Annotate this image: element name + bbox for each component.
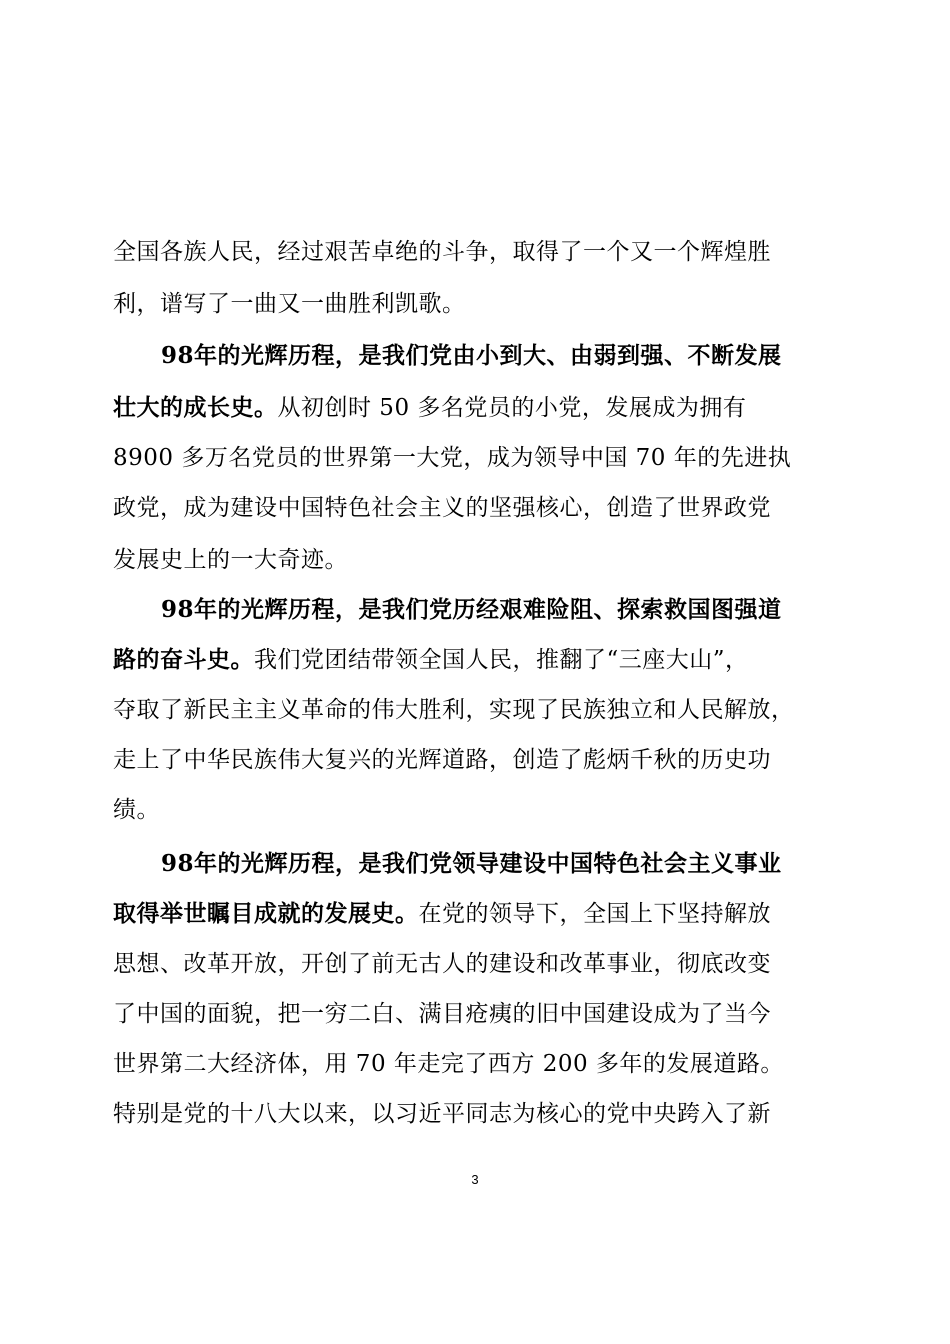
body-text: 绩。 xyxy=(113,797,160,823)
text-line xyxy=(113,1099,837,1129)
bold-text: 98年的光辉历程，是我们党由小到大、由弱到强、不断发展 xyxy=(161,342,782,369)
bold-text: 98年的光辉历程，是我们党领导建设中国特色社会主义事业 xyxy=(161,850,782,877)
body-text: 了中国的面貌，把一穷二白、满目疮痍的旧中国建设成为了当今 xyxy=(113,1001,771,1027)
text-line xyxy=(113,899,837,929)
text-line xyxy=(113,1049,837,1079)
text-line xyxy=(113,545,837,575)
text-line xyxy=(113,645,837,675)
body-text: 从初创时 50 多名党员的小党，发展成为拥有 xyxy=(277,395,747,421)
paragraph-first-line xyxy=(161,595,885,625)
text-line xyxy=(113,949,837,979)
text-line xyxy=(113,745,837,775)
body-text: 政党，成为建设中国特色社会主义的坚强核心，创造了世界政党 xyxy=(113,495,771,521)
body-text: 走上了中华民族伟大复兴的光辉道路，创造了彪炳千秋的历史功 xyxy=(113,747,771,773)
text-line xyxy=(113,443,837,473)
body-text: 夺取了新民主主义革命的伟大胜利，实现了民族独立和人民解放， xyxy=(113,697,795,723)
paragraph-first-line xyxy=(161,341,885,371)
text-line xyxy=(113,393,837,423)
bold-text: 壮大的成长史。 xyxy=(113,394,278,421)
page-number: 3 xyxy=(471,1172,479,1187)
body-text: 特别是党的十八大以来，以习近平同志为核心的党中央跨入了新 xyxy=(113,1101,771,1127)
body-text: 世界第二大经济体，用 70 年走完了西方 200 多年的发展道路。 xyxy=(113,1051,784,1077)
paragraph-first-line xyxy=(161,849,885,879)
text-line xyxy=(113,493,837,523)
body-text: 思想、改革开放，开创了前无古人的建设和改革事业，彻底改变 xyxy=(113,951,771,977)
bold-text: 98年的光辉历程，是我们党历经艰难险阻、探索救国图强道 xyxy=(161,596,782,623)
text-line xyxy=(113,289,837,319)
bold-text: 路的奋斗史。 xyxy=(113,646,254,673)
body-text: 我们党团结带领全国人民，推翻了“三座大山”， xyxy=(254,647,749,673)
bold-text: 取得举世瞩目成就的发展史。 xyxy=(113,900,419,927)
body-text: 全国各族人民，经过艰苦卓绝的斗争，取得了一个又一个辉煌胜 xyxy=(113,239,771,265)
text-line xyxy=(113,237,837,267)
text-line xyxy=(113,695,837,725)
text-line xyxy=(113,999,837,1029)
body-text: 在党的领导下，全国上下坚持解放 xyxy=(418,901,771,927)
text-line xyxy=(113,795,837,825)
body-text: 8900 多万名党员的世界第一大党，成为领导中国 70 年的先进执 xyxy=(113,445,792,471)
body-text: 利，谱写了一曲又一曲胜利凯歌。 xyxy=(113,291,466,317)
body-text: 发展史上的一大奇迹。 xyxy=(113,547,348,573)
